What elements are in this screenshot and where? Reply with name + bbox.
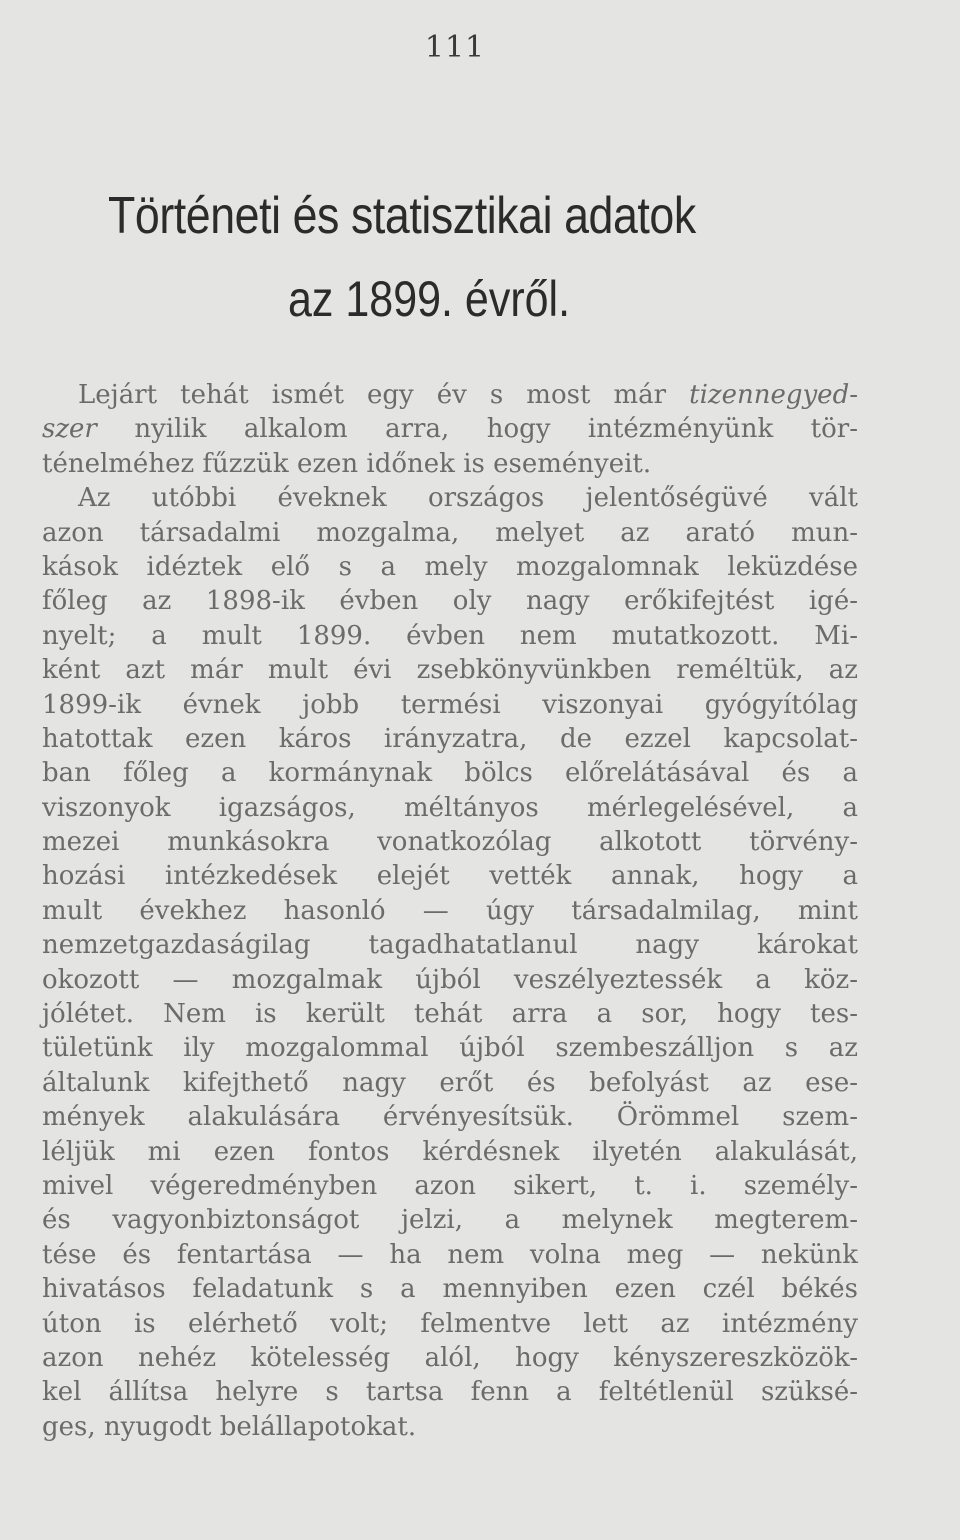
text-line — [42, 412, 858, 446]
text-segment: mények alakulására érvényesítsük. Örömmel szem- — [42, 1102, 858, 1133]
text-line — [42, 688, 858, 722]
text-segment: nemzetgazdaságilag tagadhatatlanul nagy károkat — [42, 930, 858, 961]
text-line — [42, 1169, 858, 1203]
text-segment: mult évekhez hasonló — úgy társadalmilag, mint — [42, 895, 858, 926]
text-segment: és vagyonbiztonságot jelzi, a melynek megterem- — [42, 1205, 858, 1236]
text-line — [42, 619, 858, 653]
text-segment: viszonyok igazságos, méltányos mérlegelésével, a — [42, 792, 858, 823]
text-segment: kások idéztek elő s a mely mozgalomnak leküzdése — [42, 551, 858, 582]
text-segment: nyelt; a mult 1899. évben nem mutatkozott. Mi- — [42, 620, 858, 651]
text-line — [42, 825, 858, 859]
text-segment: hivatásos feladatunk s a mennyiben ezen czél békés — [42, 1274, 858, 1305]
text-line — [42, 550, 858, 584]
text-segment: általunk kifejthető nagy erőt és befolyást az ese- — [42, 1067, 858, 1098]
text-segment: hozási intézkedések elejét vették annak, hogy a — [42, 861, 858, 892]
emphasized-text: tizennegyed- — [689, 380, 858, 410]
text-line — [42, 447, 858, 481]
chapter-title-line-2: az 1899. évről. — [288, 271, 571, 327]
page-number: 111 — [424, 30, 486, 65]
text-line — [42, 928, 858, 962]
text-segment: ténelméhez fűzzük ezen időnek is eseményeit. — [42, 448, 652, 479]
text-segment: ként azt már mult évi zsebkönyvünkben reméltük, az — [42, 655, 858, 686]
text-line — [42, 859, 858, 893]
text-line — [42, 653, 858, 687]
text-segment: ban főleg a kormánynak bölcs előrelátásával és a — [42, 758, 858, 789]
text-segment: okozott — mozgalmak újból veszélyeztessék a köz- — [42, 964, 858, 995]
text-segment: Az utóbbi éveknek országos jelentőségüvé vált — [78, 483, 858, 514]
text-segment: jólétet. Nem is került tehát arra a sor, hogy tes- — [42, 999, 858, 1030]
text-line — [42, 1341, 858, 1375]
text-line — [42, 791, 858, 825]
text-line — [42, 1031, 858, 1065]
text-line — [42, 1307, 858, 1341]
text-segment: mivel végeredményben azon sikert, t. i. személy- — [42, 1170, 858, 1201]
text-line — [42, 1272, 858, 1306]
text-segment: ges, nyugodt belállapotokat. — [42, 1411, 417, 1442]
text-segment: azon nehéz kötelesség alól, hogy kényszereszközök- — [42, 1342, 858, 1373]
text-line — [42, 584, 858, 618]
text-segment: léljük mi ezen fontos kérdésnek ilyetén alakulását, — [42, 1136, 858, 1167]
text-line — [42, 481, 858, 515]
text-line — [42, 1100, 858, 1134]
text-line — [42, 378, 858, 412]
text-line — [42, 1203, 858, 1237]
chapter-title-line-1: Történeti és statisztikai adatok — [108, 187, 696, 245]
text-segment: azon társadalmi mozgalma, melyet az arató mun- — [42, 517, 858, 548]
text-segment: kel állítsa helyre s tartsa fenn a feltétlenül szüksé- — [42, 1377, 858, 1408]
text-line — [42, 756, 858, 790]
text-segment: tületünk ily mozgalommal újból szembeszálljon s az — [42, 1033, 858, 1064]
text-line — [42, 963, 858, 997]
text-segment: 1899-ik évnek jobb termési viszonyai gyógyítólag — [42, 689, 858, 720]
text-line — [42, 516, 858, 550]
text-segment: nyilik alkalom arra, hogy intézményünk tör- — [96, 414, 858, 445]
text-segment: tése és fentartása — ha nem volna meg — nekünk — [42, 1239, 858, 1270]
text-segment: mezei munkásokra vonatkozólag alkotott törvény- — [42, 827, 858, 858]
text-line — [42, 1375, 858, 1409]
text-segment: főleg az 1898-ik évben oly nagy erőkifejtést igé- — [42, 586, 858, 617]
text-line — [42, 1410, 858, 1444]
text-line — [42, 722, 858, 756]
text-line — [42, 894, 858, 928]
text-segment: hatottak ezen káros irányzatra, de ezzel kapcsolat- — [42, 723, 858, 754]
text-line — [42, 997, 858, 1031]
text-line — [42, 1238, 858, 1272]
emphasized-text: szer — [42, 414, 97, 445]
text-line — [42, 1135, 858, 1169]
text-segment: úton is elérhető volt; felmentve lett az intézmény — [42, 1308, 858, 1339]
text-segment: Lejárt tehát ismét egy év s most már — [78, 380, 690, 410]
body-paragraph — [42, 378, 858, 1444]
text-line — [42, 1066, 858, 1100]
